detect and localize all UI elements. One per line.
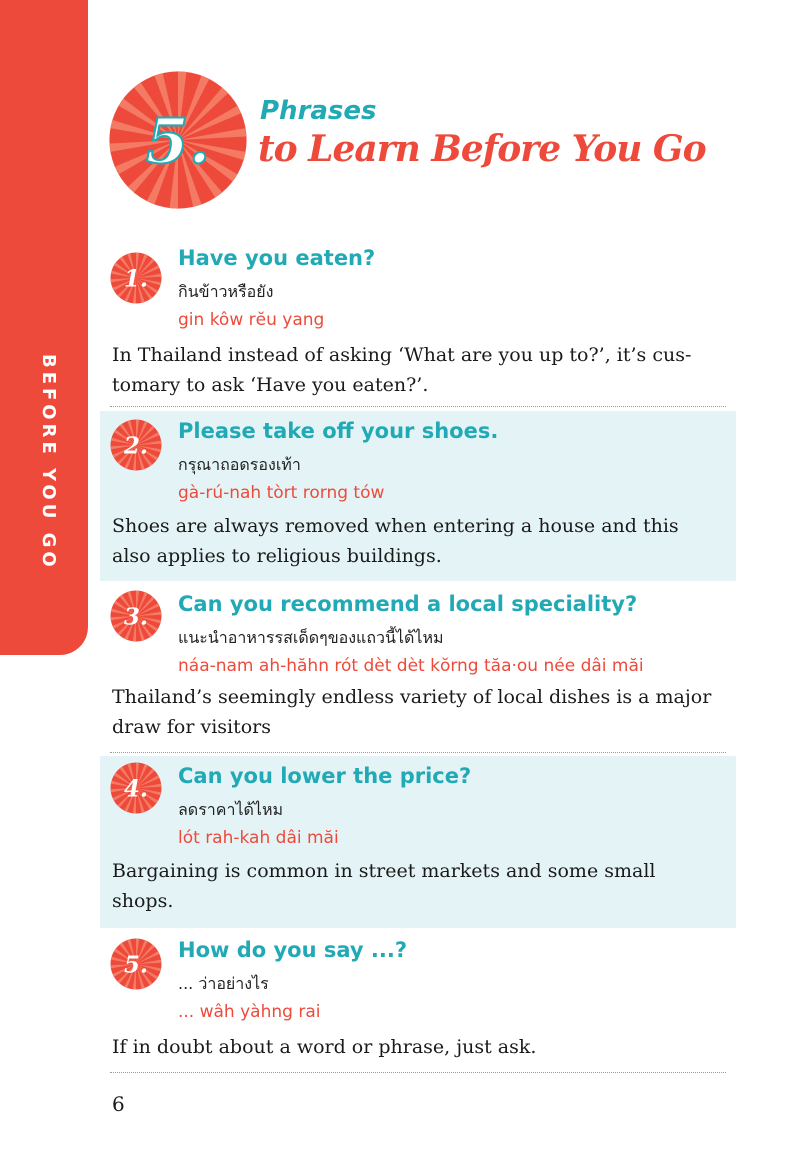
header-number-badge-icon (108, 70, 248, 210)
phrase-card-4 (100, 756, 736, 928)
phrase-transliteration: gà-rú-nah tòrt rorng tów (178, 483, 385, 503)
phrase-english: Have you eaten? (178, 246, 376, 270)
phrase-number-badge-icon (110, 590, 162, 642)
phrase-thai: กินข้าวหรือยัง (178, 282, 274, 301)
phrase-transliteration: gin kôw rĕu yang (178, 310, 325, 330)
phrase-number: 1. (124, 266, 148, 293)
phrase-number: 2. (124, 433, 148, 460)
phrase-description: If in doubt about a word or phrase, just ask. (112, 1036, 537, 1058)
header-number: 5. (145, 104, 211, 178)
section-side-label: BEFORE YOU GO (38, 354, 59, 571)
phrase-card-3 (100, 584, 736, 750)
phrase-transliteration: lót rah-kah dâi măi (178, 828, 339, 848)
phrase-thai: แนะนำอาหารรสเด็ดๆของแถวนี้ได้ไหม (178, 628, 444, 647)
phrase-thai: ลดราคาได้ไหม (178, 800, 284, 819)
phrase-card-2 (100, 411, 736, 581)
phrase-thai: กรุณาถอดรองเท้า (178, 455, 301, 474)
phrase-english: Can you recommend a local speciality? (178, 592, 638, 616)
phrase-number-badge-icon (110, 762, 162, 814)
phrase-transliteration: ... wâh yàhng rai (178, 1002, 321, 1022)
section-side-tab (0, 0, 88, 655)
header-title-top: Phrases (260, 96, 377, 126)
divider (110, 406, 726, 407)
phrase-thai: ... ว่าอย่างไร (178, 974, 269, 993)
phrase-english: How do you say ...? (178, 938, 408, 962)
phrase-description: In Thailand instead of asking ‘What are you up to?’, it’s customary to ask ‘Have you eaten?’. (112, 344, 692, 396)
phrase-number-badge-icon (110, 938, 162, 990)
phrase-number-badge-icon (110, 252, 162, 304)
phrase-description: Shoes are always removed when entering a house and this also applies to religious buildings. (112, 515, 679, 567)
divider (110, 752, 726, 753)
phrase-number: 4. (124, 776, 148, 803)
phrase-description: Bargaining is common in street markets and some small shops. (112, 860, 656, 912)
header-title-bottom: to Learn Before You Go (258, 128, 706, 170)
phrase-english: Please take off your shoes. (178, 419, 499, 443)
phrase-number: 3. (124, 604, 148, 631)
page-number: 6 (112, 1092, 125, 1116)
phrase-number: 5. (124, 952, 148, 979)
phrase-description: Thailand’s seemingly endless variety of local dishes is a major draw for visitors (112, 686, 712, 738)
phrase-english: Can you lower the price? (178, 764, 472, 788)
phrase-transliteration: náa-nam ah-hăhn rót dèt dèt kŏrng tăa·ou née dâi măi (178, 656, 644, 676)
divider (110, 1072, 726, 1073)
phrase-card-1 (100, 238, 736, 402)
phrase-card-5 (100, 930, 736, 1066)
phrase-number-badge-icon (110, 419, 162, 471)
